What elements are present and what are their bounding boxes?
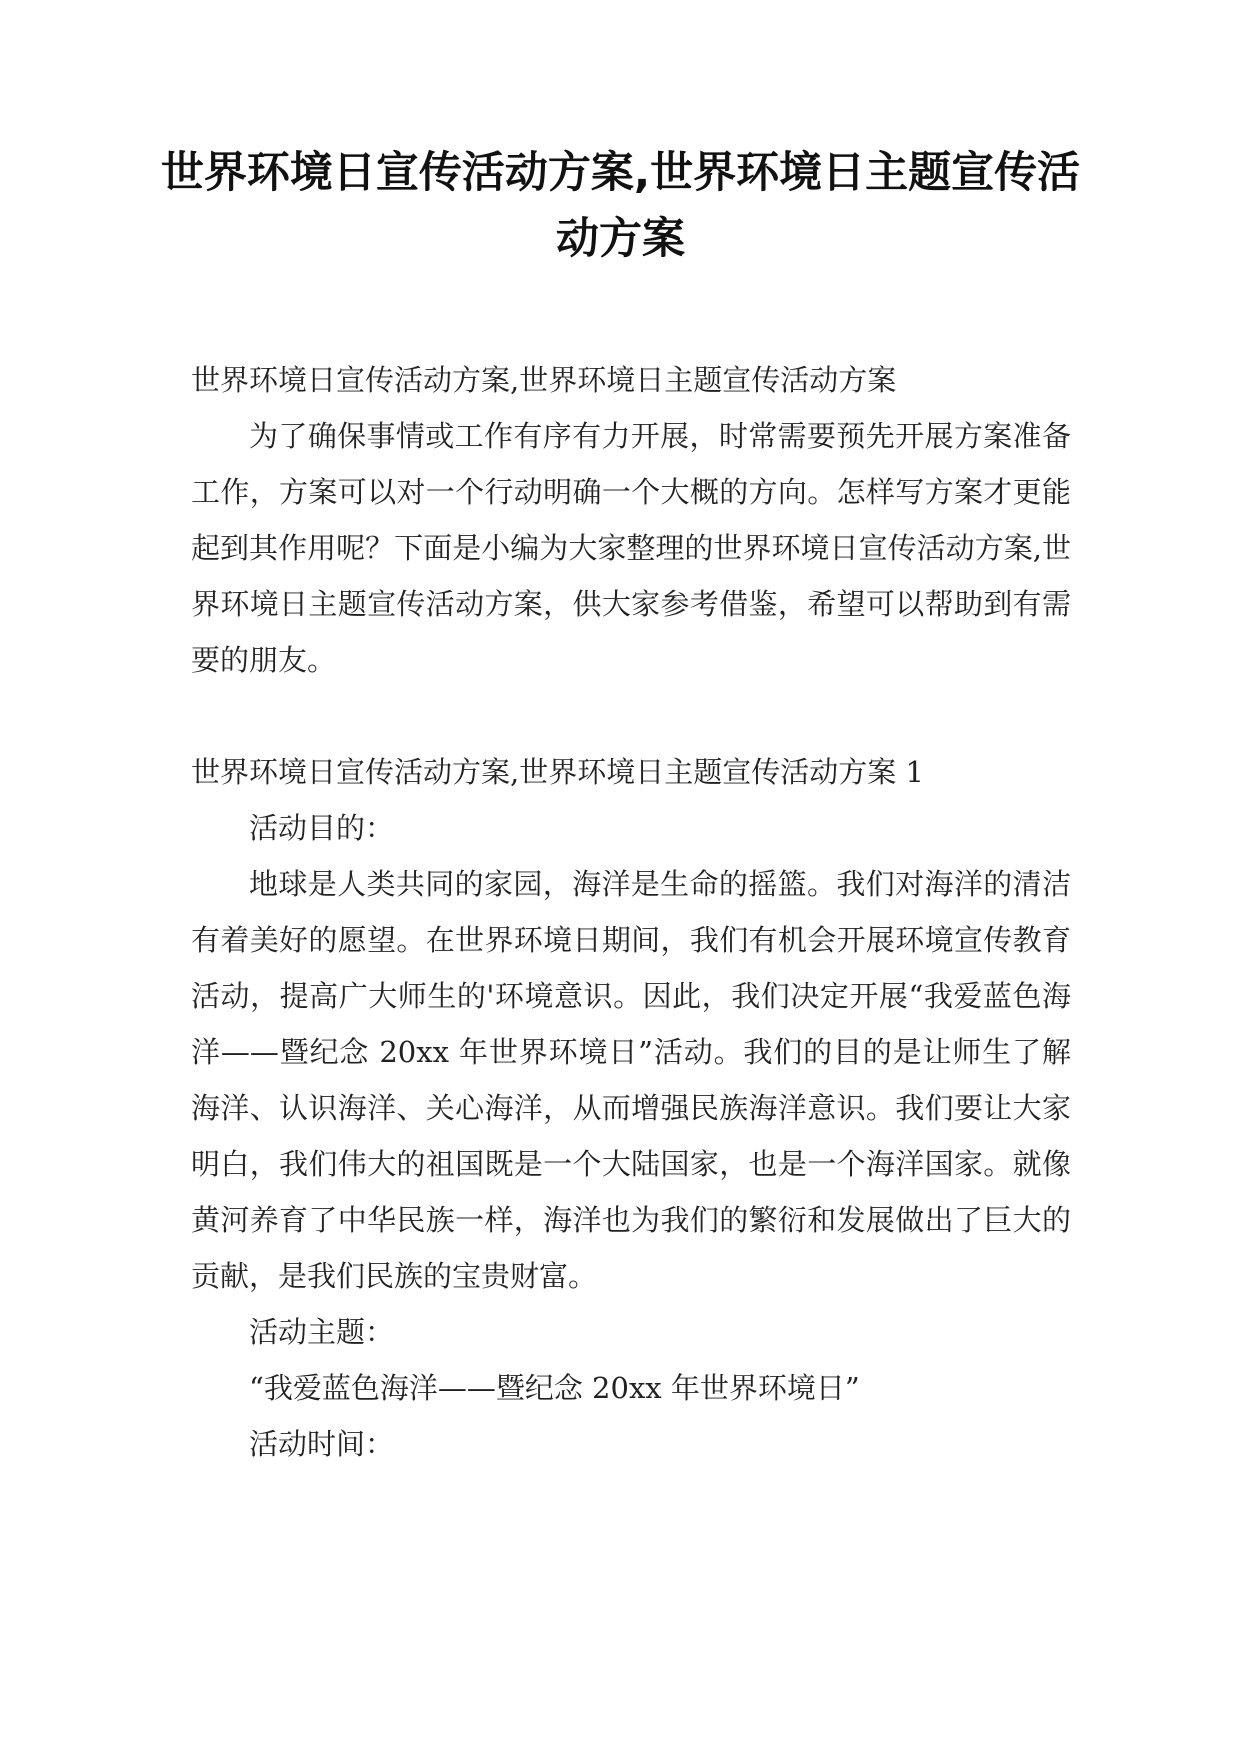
purpose-paragraph: 地球是人类共同的家园，海洋是生命的摇篮。我们对海洋的清洁有着美好的愿望。在世界环境日期间，我们有机会开展环境宣传教育活动，提高广大师生的'环境意识。因此，我们决定开展“我爱蓝色海洋——暨纪念 20xx 年世界环境日”活动。我们的目的是让师生了解海洋、认识海洋、关心海洋，从而增强民族海洋意识。我们要让大家明白，我们伟大的祖国既是一个大陆国家，也是一个海洋国家。就像黄河养育了中华民族一样，海洋也为我们的繁衍和发展做出了巨大的贡献，是我们民族的宝贵财富。 (191, 867, 1071, 1293)
theme-text: “我爱蓝色海洋——暨纪念 20xx 年世界环境日” (249, 1371, 860, 1405)
document-body (191, 352, 1071, 1472)
paragraph-spacer (191, 688, 1071, 744)
document-title: 世界环境日宣传活动方案,世界环境日主题宣传活动方案 (160, 148, 1081, 264)
theme-label: 活动主题： (249, 1315, 395, 1349)
section-heading: 世界环境日宣传活动方案,世界环境日主题宣传活动方案 1 (191, 755, 924, 789)
purpose-label: 活动目的： (249, 811, 395, 845)
time-label: 活动时间： (249, 1427, 395, 1461)
subtitle-line: 世界环境日宣传活动方案,世界环境日主题宣传活动方案 (191, 363, 897, 397)
intro-paragraph: 为了确保事情或工作有序有力开展，时常需要预先开展方案准备工作，方案可以对一个行动明确一个大概的方向。怎样写方案才更能起到其作用呢？下面是小编为大家整理的世界环境日宣传活动方案,世界环境日主题宣传活动方案，供大家参考借鉴，希望可以帮助到有需要的朋友。 (191, 419, 1071, 677)
